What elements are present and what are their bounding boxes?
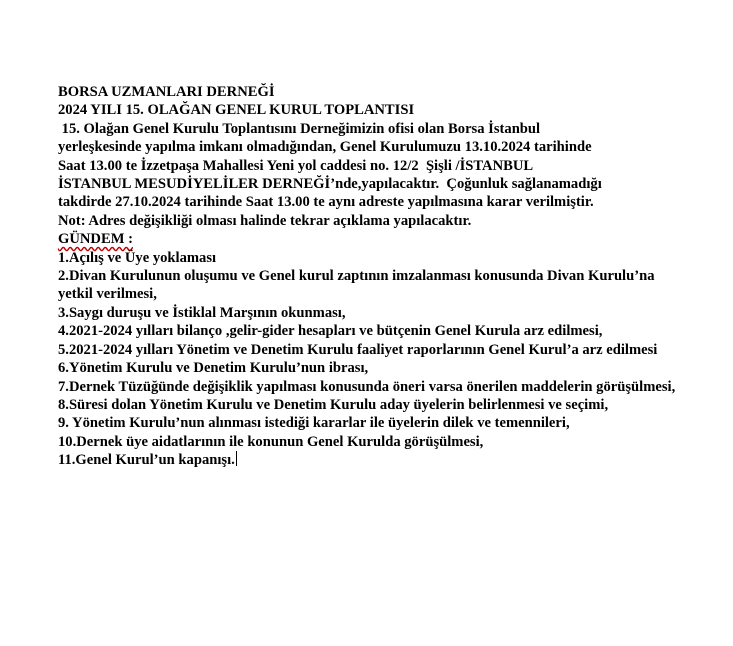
intro-line: yerleşkesinde yapılma imkanı olmadığından, Genel Kurulumuzu 13.10.2024 tarihinde: [58, 139, 592, 156]
agenda-item: 2.Divan Kurulunun oluşumu ve Genel kurul zaptının imzalanması konusunda Divan Kurulu’na yetkil verilmesi,: [58, 268, 655, 303]
agenda-item: 5.2021-2024 yılları Yönetim ve Denetim Kurulu faaliyet raporlarının Genel Kurul’a arz edilmesi: [58, 341, 658, 358]
agenda-heading: [58, 230, 678, 248]
agenda-item: 3.Saygı duruşu ve İstiklal Marşının okunması,: [58, 304, 346, 321]
intro-line: 15. Olağan Genel Kurulu Toplantısını Derneğimizin ofisi olan Borsa İstanbul: [58, 120, 541, 137]
agenda-item: 6.Yönetim Kurulu ve Denetim Kurulu’nun ibrası,: [58, 360, 369, 377]
intro-line: Not: Adres değişikliği olması halinde tekrar açıklama yapılacaktır.: [58, 212, 472, 229]
agenda-heading-text: GÜNDEM :: [58, 231, 133, 248]
agenda-item: 10.Dernek üye aidatlarının ile konunun Genel Kurulda görüşülmesi,: [58, 433, 484, 450]
intro-line: takdirde 27.10.2024 tarihinde Saat 13.00 te aynı adreste yapılmasına karar verilmiştir.: [58, 194, 594, 211]
agenda-item: 11.Genel Kurul’un kapanışı.: [58, 452, 235, 469]
agenda-item-last: [58, 451, 678, 469]
text-cursor: [236, 451, 237, 466]
organization-name: BORSA UZMANLARI DERNEĞİ: [58, 84, 275, 100]
agenda-item: 1.Açılış ve Üye yoklaması: [58, 249, 217, 266]
agenda-item: 7.Dernek Tüzüğünde değişiklik yapılması konusunda öneri varsa önerilen maddelerin görüşülmesi,: [58, 378, 676, 395]
document-body[interactable]: [58, 83, 678, 470]
meeting-title: 2024 YILI 15. OLAĞAN GENEL KURUL TOPLANTISI: [58, 102, 415, 119]
agenda-item: 8.Süresi dolan Yönetim Kurulu ve Denetim Kurulu aday üyelerin belirlenmesi ve seçimi,: [58, 396, 609, 413]
intro-line: İSTANBUL MESUDİYELİLER DERNEĞİ’nde,yapılacaktır. Çoğunluk sağlanamadığı: [58, 176, 602, 193]
agenda-item: 9. Yönetim Kurulu’nun alınması istediği kararlar ile üyelerin dilek ve temennileri,: [58, 415, 570, 432]
intro-line: Saat 13.00 te İzzetpaşa Mahallesi Yeni yol caddesi no. 12/2 Şişli /İSTANBUL: [58, 157, 534, 174]
agenda-item: 4.2021-2024 yılları bilanço ,gelir-gider hesapları ve bütçenin Genel Kurula arz edilmesi,: [58, 323, 603, 340]
